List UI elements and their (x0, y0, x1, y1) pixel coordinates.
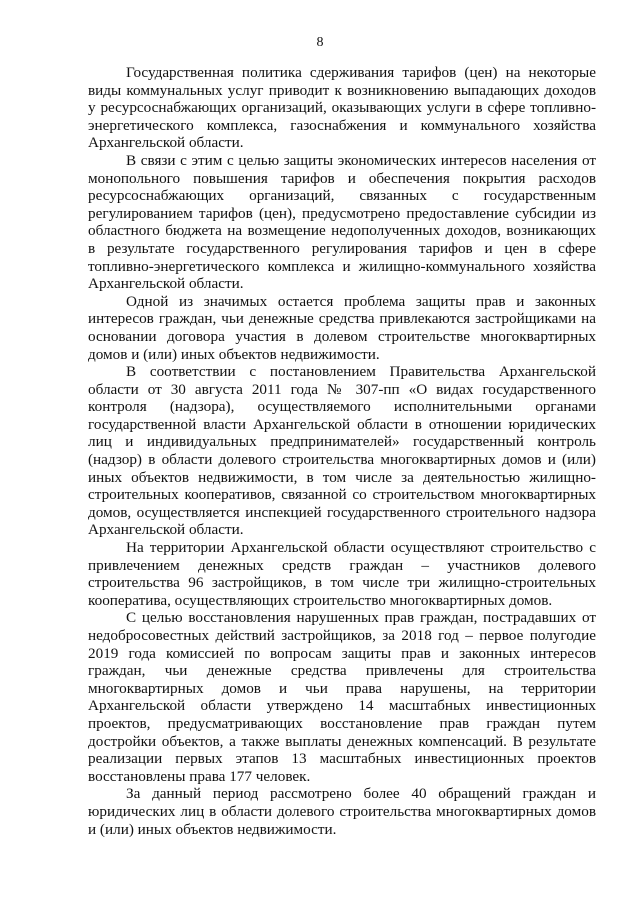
paragraph-tariff-policy: Государственная политика сдерживания тарифов (цен) на некоторые виды коммунальных услуг приводит к возникновению выпадающих доходов у ресурсоснабжающих организаций, оказывающих услуги в сфере топливно-энергетического комплекса, газоснабжения и коммунального хозяйства Архангельской области. (88, 64, 596, 152)
paragraph-government-control: В соответствии с постановлением Правительства Архангельской области от 30 августа 2011 года № 307-пп «О видах государственного контроля (надзора), осуществляемого исполнительными органами государственной власти Архангельской области в отношении юридических лиц и индивидуальных предпринимателей» государственный контроль (надзор) в области долевого строительства многоквартирных домов и (или) иных объектов недвижимости, в том числе за деятельностью жилищно-строительных кооперативов, связанной со строительством многоквартирных домов, осуществляется инспекцией государственного строительного надзора Архангельской области. (88, 363, 596, 539)
paragraph-subsidies: В связи с этим с целью защиты экономических интересов населения от монопольного повышения тарифов и обеспечения покрытия расходов ресурсоснабжающих организаций, связанных с государственным регулированием тарифов (цен), предусмотрено предоставление субсидии из областного бюджета на возмещение недополученных доходов, возникающих в результате государственного регулирования тарифов и цен в сфере топливно-энергетического комплекса и жилищно-коммунального хозяйства Архангельской области. (88, 151, 596, 293)
paragraph-rights-restoration: С целью восстановления нарушенных прав граждан, пострадавших от недобросовестных действий застройщиков, за 2018 год – первое полугодие 2019 года комиссией по вопросам защиты прав и законных интересов граждан, чьи денежные средства привлечены для строительства многоквартирных домов и чьи права нарушены, на территории Архангельской области утверждено 14 масштабных инвестиционных проектов, предусматривающих восстановление прав граждан путем достройки объектов, а также выплаты денежных компенсаций. В результате реализации первых этапов 13 масштабных инвестиционных проектов восстановлены права 177 человек. (88, 609, 596, 785)
document-body (88, 64, 596, 838)
page-number: 8 (316, 35, 324, 50)
paragraph-developers-count: На территории Архангельской области осуществляют строительство с привлечением денежных средств граждан – участников долевого строительства 96 застройщиков, в том числе три жилищно-строительных кооператива, осуществляющих строительство многоквартирных домов. (88, 539, 596, 609)
paragraph-shared-construction-problem: Одной из значимых остается проблема защиты прав и законных интересов граждан, чьи денежные средства привлекаются застройщиками на основании договора участия в долевом строительстве многоквартирных домов и (или) иных объектов недвижимости. (88, 292, 596, 363)
paragraph-appeals: За данный период рассмотрено более 40 обращений граждан и юридических лиц в области долевого строительства многоквартирных домов и (или) иных объектов недвижимости. (88, 785, 596, 838)
